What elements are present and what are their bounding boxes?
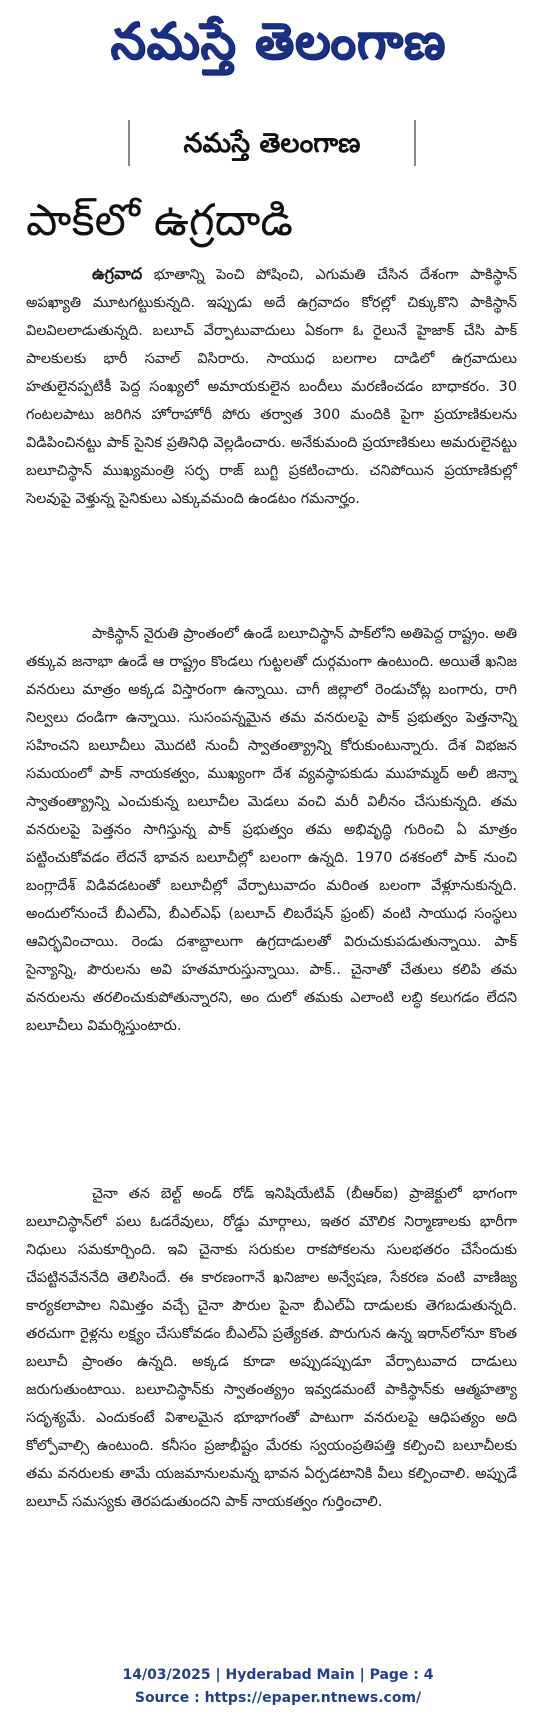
section-title: నమస్తే తెలంగాణ	[183, 128, 361, 159]
lead-word: ఉగ్రవాద	[92, 264, 143, 283]
paragraph-1-text: భూతాన్ని పెంచి పోషించి, ఎగుమతి చేసిన దేశంగా పాకిస్థాన్ అపఖ్యాతి మూటగట్టుకున్నది. ఇప్పుడు అదే ఉగ్రవాదం కోరల్లో చిక్కుకొని పాకిస్థాన్ విలవిలలాడుతున్నది. బలూచ్ వేర్పాటువాదులు ఏకంగా ఓ రైలునే హైజాక్ చేసి పాక్ పాలకులకు భారీ సవాల్ విసిరారు. సాయుధ బలగాల దాడిలో ఉగ్రవాదులు హతులైనప్పటికీ పెద్ద సంఖ్యలో అమాయకులైన బందీలు మరణించడం బాధాకరం. 30 గంటలపాటు జరిగిన హోరాహోరీ పోరు తర్వాత 300 మందికి పైగా ప్రయాణికులను విడిపించినట్టు పాక్ సైనిక ప్రతినిధి వెల్లడించారు. అనేకుమంది ప్రయాణికులు అమరులైనట్టు బలూచిస్థాన్ ముఖ్యమంత్రి సర్ఫ రాజ్ బుగ్టి ప్రకటించారు. చనిపోయిన ప్రయాణికుల్లో సెలవుపై వెళ్తున్న సైనికులు ఎక్కువమంది ఉండటం గమనార్హం.	[26, 267, 517, 507]
footer-source-link[interactable]: Source : https://epaper.ntnews.com/	[134, 1690, 422, 1706]
masthead-logo: నమస్తే తెలంగాణ	[110, 11, 446, 70]
article-headline: పాక్‌లో ఉగ్రదాడి	[26, 195, 293, 246]
article-paragraph-1	[26, 260, 517, 513]
section-divider-right	[414, 120, 416, 166]
section-divider-left	[128, 120, 130, 166]
article-paragraph-3: చైనా తన బెల్ట్ అండ్ రోడ్ ఇనిషియేటివ్ (బీఆర్ఐ) ప్రాజెక్టులో భాగంగా బలూచిస్థాన్‌లో పలు ఓడరేవులు, రోడ్డు మార్గాలు, ఇతర మౌలిక నిర్మాణాలకు భారీగా నిధులు సమకూర్చింది. ఇవి చైనాకు సరుకుల రాకపోకలను సులభతరం చేసేందుకు చేపట్టినవేననేది తెలిసిందే. ఈ కారణంగానే ఖనిజాల అన్వేషణ, సేకరణ వంటి వాణిజ్య కార్యకలాపాల నిమిత్తం వచ్చే చైనా పౌరుల పైనా బీఎల్ఏ దాడులకు తెగబడుతున్నది. తరచుగా రైళ్లను లక్ష్యం చేసుకోవడం బీఎల్ఏ ప్రత్యేకత. పొరుగున ఉన్న ఇరాన్‌లోనూ కొంత బలూచీ ప్రాంతం ఉన్నది. అక్కడ కూడా అప్పుడప్పుడూ వేర్పాటువాద దాడులు జరుగుతుంటాయి. బలూచిస్థాన్‌కు స్వాతంత్య్రం ఇవ్వడమంటే పాకిస్థాన్‌కు ఆత్మహత్యా సదృశ్యమే. ఎందుకంటే విశాలమైన భూభాగంతో పాటుగా వనరులపై ఆధిపత్యం అది కోల్పోవాల్సి ఉంటుంది. కనీసం ప్రజాభీష్టం మేరకు స్వయంప్రతిపత్తి కల్పించి బలూచీలకు తమ వనరులకు తామే యజమానులమన్న భావన ఏర్పడటానికి వీలు కల్పించాలి. అప్పుడే బలూచ్ సమస్యకు తెరపడుతుందని పాక్ నాయకత్వం గుర్తించాలి.	[26, 1186, 517, 1510]
article-paragraph-2: పాకిస్థాన్ నైరుతి ప్రాంతంలో ఉండే బలూచిస్థాన్ పాక్‌లోని అతిపెద్ద రాష్ట్రం. అతి తక్కువ జనాభా ఉండే ఆ రాష్ట్రం కొండలు గుట్టలతో దుర్గమంగా ఉంటుంది. అయితే ఖనిజ వనరులు మాత్రం అక్కడ విస్తారంగా ఉన్నాయి. చాగీ జిల్లాలో రెండుచోట్ల బంగారు, రాగి నిల్వలు దండిగా ఉన్నాయి. సుసంపన్నమైన తమ వనరులపై పాక్ ప్రభుత్వం పెత్తనాన్ని సహించని బలూచీలు మొదటి నుంచీ స్వాతంత్య్రాన్ని కోరుకుంటున్నారు. దేశ విభజన సమయంలో పాక్ నాయకత్వం, ముఖ్యంగా దేశ వ్యవస్థాపకుడు ముహమ్మద్ అలీ జిన్నా స్వాతంత్య్రాన్ని ఎంచుకున్న బలూచీల మెడలు వంచి మరీ విలీనం చేసుకున్నది. తమ వనరులపై పెత్తనం సాగిస్తున్న పాక్ ప్రభుత్వం తమ అభివృద్ధి గురించి ఏ మాత్రం పట్టించుకోవడం లేదనే భావన బలూచీల్లో బలంగా ఉన్నది. 1970 దశకంలో పాక్ నుంచి బంగ్లాదేశ్ విడివడటంతో బలూచీల్లో వేర్పాటువాదం మరింత బలంగా వేళ్లూనుకున్నది. అందులోనుంచే బీఎల్ఏ, బీఎల్ఎఫ్ (బలూచ్ లిబరేషన్ ఫ్రంట్) వంటి సాయుధ సంస్థలు ఆవిర్భవించాయి. రెండు దశాబ్దాలుగా ఉగ్రదాడులతో విరుచుకుపడుతున్నాయి. పాక్ సైన్యాన్ని, పౌరులను అవి హతమారుస్తున్నాయి. పాక్.. చైనాతో చేతులు కలిపి తమ వనరులను తరలించుకుపోతున్నారని, అం దులో తమకు ఎలాంటి లబ్ధి కలుగడం లేదని బలూచీలు విమర్శిస్తుంటారు.	[26, 626, 517, 1034]
footer-edition-info: 14/03/2025 | Hyderabad Main | Page : 4	[122, 1667, 434, 1683]
